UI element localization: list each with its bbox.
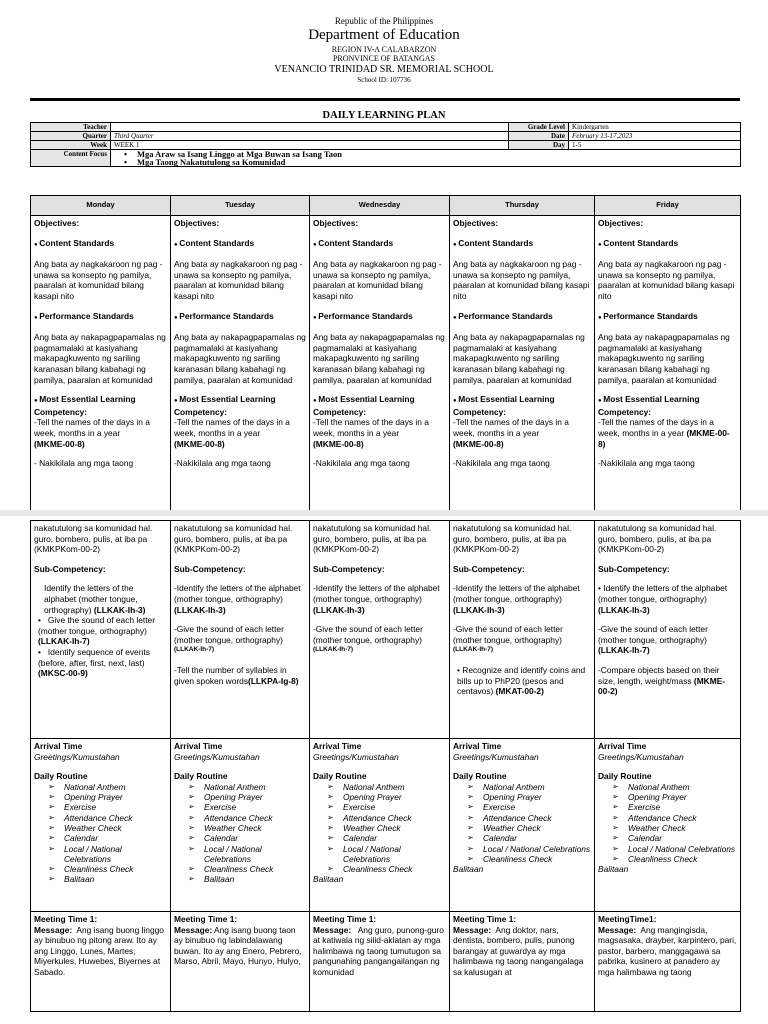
meeting-cell-thursday (450, 912, 595, 1012)
routine-list (467, 782, 591, 864)
performance-standards-text: Ang bata ay nakapagpapamalas ng pagmamalaki at kasiyahang makapagkuwento ng sariling karanasan bilang kabahagi ng pamilya, paaralan at komunidad (453, 332, 585, 385)
routine-cell-wednesday (310, 739, 450, 912)
melc-text: -Tell the names of the days in a week, months in a year (174, 417, 290, 438)
routine-item: ➢ National Anthem (327, 782, 446, 792)
melc-label: ● Most Essential Learning Competency: (313, 394, 446, 417)
routine-item: ➢ Opening Prayer (48, 792, 167, 802)
performance-standards-label: ● Performance Standards (453, 311, 591, 324)
sub-item: -Identify the letters of the alphabet (mother tongue, orthography) (453, 583, 580, 604)
sub-item: -Give the sound of each letter (mother tongue, orthography) (313, 624, 423, 645)
quarter-label: Quarter (31, 132, 111, 141)
melc-code: (MKME-00-8) (174, 438, 225, 449)
day-value: 1-5 (569, 141, 741, 150)
sub-item: Recognize and identify coins and bills up to PhP20 (pesos and centavos) (457, 664, 586, 697)
routine-item: ➢ Attendance Check (612, 813, 737, 823)
meeting-cell-friday (595, 912, 741, 1012)
kmkpkom-code: (KMKPKom-00-2) (34, 544, 101, 555)
meeting-cell-tuesday (171, 912, 310, 1012)
content-standards-text: Ang bata ay nagkakaroon ng pag - unawa sa konsepto ng pamilya, paaralan at komunidad bilang kasapi nito (453, 259, 590, 301)
routine-item: ➢ National Anthem (467, 782, 591, 792)
routine-item: ➢ Exercise (327, 802, 446, 812)
routine-item: ➢ Exercise (188, 802, 306, 812)
routine-item: ➢ Weather Check (48, 823, 167, 833)
school-id-line: School ID: 107736 (357, 76, 411, 84)
sub-code: (LLKAK-Ih-3) (313, 604, 365, 615)
melc-code: (MKME-00-8) (453, 438, 504, 449)
sub-code: (LLKPA-Ig-8) (248, 675, 299, 686)
routine-item: ➢ Exercise (48, 802, 167, 812)
sub-code: (MKAT-00-2) (495, 686, 544, 697)
sub-code: (LLKAK-Ih-3) (453, 604, 505, 615)
sub-competency-cell-thursday: nakatutulong sa komunidad hal. guro, bombero, pulis, at iba pa (KMKPKom-00-2) Sub-Competency: -Identify the letters of the alphabet (mother tongue, orthography) (LLKAK-Ih-3) -Give the sound of each letter (mother tongue, orthography) (LLKAK-Ih-7) • Recognize and identify coins and bills up to PhP20 (pesos and centavos) (MKAT-00-2) (450, 521, 595, 739)
melc-text: -Tell the names of the days in a week, months in a year (313, 417, 429, 438)
nakikilala-text: -Nakikilala ang mga taong (313, 458, 410, 469)
objectives-cell (450, 216, 595, 511)
plan-table-part-1 (30, 195, 741, 510)
sub-item: Identify sequence of events (before, after, first, next, last) (38, 646, 150, 668)
routine-item: ➢ Opening Prayer (327, 792, 446, 802)
routine-cell-tuesday (171, 739, 310, 912)
region-line: REGION IV-A CALABARZON (331, 45, 437, 54)
routine-item: ➢ Balitaan (188, 874, 306, 884)
performance-standards-label: ● Performance Standards (34, 311, 167, 324)
routine-item: ➢ Calendar (612, 833, 737, 843)
sub-code: (LLKAK-Ih-7) (598, 645, 650, 656)
objectives-cell (31, 216, 171, 511)
message-label: Message: (174, 924, 213, 935)
continued-text: nakatutulong sa komunidad hal. guro, bombero, pulis, at iba pa (598, 523, 717, 544)
sub-code: (LLKAK-Ih-3) (93, 604, 146, 615)
greetings-text: Greetings/Kumustahan (174, 751, 260, 762)
week-label: Week (31, 141, 111, 150)
routine-item: ➢ Attendance Check (188, 813, 306, 823)
sub-item: -Give the sound of each letter (mother tongue, orthography) (174, 624, 284, 645)
daily-routine-label: Daily Routine (598, 771, 652, 782)
message-label: Message: (598, 924, 637, 935)
greetings-text: Greetings/Kumustahan (34, 751, 120, 762)
day-header-thursday: Thursday (450, 196, 595, 216)
melc-code: (MKME-00-8) (598, 427, 730, 449)
performance-standards-text: Ang bata ay nakapagpapamalas ng pagmamalaki at kasiyahang makapagkuwento ng sariling karanasan bilang kabahagi ng pamilya, paaralan at komunidad (174, 332, 306, 385)
date-label: Date (509, 132, 569, 141)
performance-standards-text: Ang bata ay nakapagpapamalas ng pagmamalaki at kasiyahang makapagkuwento ng sariling karanasan bilang kabahagi ng pamilya, paaralan at komunidad (598, 332, 730, 385)
routine-item: ➢ Local / National Celebrations (327, 844, 446, 865)
sub-competency-cell-friday: nakatutulong sa komunidad hal. guro, bombero, pulis, at iba pa (KMKPKom-00-2) Sub-Competency: • Identify the letters of the alphabet (mother tongue, orthography) (LLKAK-Ih-3) -Give the sound of each letter (mother tongue, orthography) (LLKAK-Ih-7) -Compare objects based on their size, length, weight/mass (MKME-00-2) (595, 521, 741, 739)
routine-cell-monday (31, 739, 171, 912)
message-label: Message: (453, 924, 492, 935)
nakikilala-text: -Nakikilala ang mga taong (174, 458, 271, 469)
routine-item: ➢ Weather Check (188, 823, 306, 833)
sub-code: (MKME-00-2) (598, 675, 726, 697)
message-label: Message: (313, 924, 352, 935)
kmkpkom-code: (KMKPKom-00-2) (174, 544, 241, 555)
routine-item: ➢ Cleanliness Check (327, 864, 446, 874)
daily-routine-label: Daily Routine (453, 771, 507, 782)
routine-item: ➢ Exercise (612, 802, 737, 812)
routine-item: ➢ Local / National Celebrations (612, 844, 737, 854)
routine-item: ➢ Balitaan (48, 874, 167, 884)
routine-list (327, 782, 446, 875)
sub-item: Identify the letters of the alphabet (mother tongue, orthography) (44, 583, 138, 615)
message-text: Ang doktor, nars, dentista, bombero, pulis, punong barangay at guwardya ay mga halimbawa ng taong nangangalaga sa kalusugan at (453, 924, 584, 977)
sub-competency-label: Sub-Competency: (34, 563, 106, 574)
sub-item: -Give the sound of each letter (mother tongue, orthography) (598, 624, 708, 645)
objectives-label: Objectives: (174, 218, 220, 228)
routine-item: ➢ Attendance Check (467, 813, 591, 823)
focus-item: • Mga Araw sa Isang Linggo at Mga Buwan sa Isang Taon (114, 150, 737, 158)
meta-table (30, 122, 741, 167)
meeting-time-label: Meeting Time 1: (313, 914, 377, 924)
meeting-time-label: Meeting Time 1: (174, 914, 238, 924)
continued-text: nakatutulong sa komunidad hal. guro, bombero, pulis, at iba pa (313, 523, 432, 544)
sub-item: -Identify the letters of the alphabet (mother tongue, orthography) (174, 583, 301, 604)
content-standards-text: Ang bata ay nagkakaroon ng pag - unawa sa konsepto ng pamilya, paaralan at komunidad bilang kasapi nito (34, 259, 163, 301)
sub-competency-cell-wednesday (310, 521, 450, 739)
performance-standards-label: ● Performance Standards (598, 311, 737, 324)
balitaan-text: Balitaan (453, 864, 484, 875)
focus-item: • Mga Taong Nakatutulong sa Komunidad (114, 158, 737, 166)
balitaan-text: Balitaan (313, 874, 344, 885)
continued-text: nakatutulong sa komunidad hal. guro, bombero, pulis, at iba pa (174, 523, 293, 544)
content-standards-text: Ang bata ay nagkakaroon ng pag - unawa sa konsepto ng pamilya, paaralan at komunidad bilang kasapi nito (174, 259, 303, 301)
kmkpkom-code: (KMKPKom-00-2) (598, 544, 665, 555)
melc-text: -Tell the names of the days in a week, months in a year (598, 417, 714, 438)
page-1 (0, 0, 768, 510)
arrival-label: Arrival Time (453, 741, 502, 751)
day-header-monday: Monday (31, 196, 171, 216)
routine-item: ➢ Opening Prayer (612, 792, 737, 802)
routine-item: ➢ Calendar (327, 833, 446, 843)
objectives-label: Objectives: (34, 218, 80, 228)
content-standards-text: Ang bata ay nagkakaroon ng pag - unawa sa konsepto ng pamilya, paaralan at komunidad bilang kasapi nito (313, 259, 442, 301)
grade-label: Grade Level (509, 123, 569, 132)
meeting-cell-wednesday (310, 912, 450, 1012)
sub-competency-label: Sub-Competency: (313, 563, 385, 574)
routine-cell-thursday (450, 739, 595, 912)
nakikilala-text: -Nakikilala ang mga taong (598, 458, 695, 469)
content-standards-label: ● Content Standards (34, 238, 167, 251)
date-value: February 13-17,2023 (569, 132, 741, 141)
objectives-label: Objectives: (313, 218, 359, 228)
greetings-text: Greetings/Kumustahan (313, 751, 399, 762)
department-line: Department of Education (308, 27, 460, 43)
sub-competency-cell-tuesday (171, 521, 310, 739)
sub-code: (LLKAK-Ih-7) (38, 636, 90, 647)
routine-item: ➢ National Anthem (612, 782, 737, 792)
routine-cell-friday (595, 739, 741, 912)
day-label: Day (509, 141, 569, 150)
meeting-cell-monday (31, 912, 171, 1012)
day-header-tuesday: Tuesday (171, 196, 310, 216)
routine-item: ➢ Local / National Celebrations (467, 844, 591, 854)
sub-competency-label: Sub-Competency: (174, 563, 246, 574)
objectives-cell (310, 216, 450, 511)
routine-item: ➢ Calendar (467, 833, 591, 843)
routine-item: ➢ Weather Check (327, 823, 446, 833)
content-focus-value (111, 150, 741, 167)
sub-item: -Identify the letters of the alphabet (mother tongue, orthography) (313, 583, 440, 604)
routine-item: ➢ Opening Prayer (467, 792, 591, 802)
balitaan-text: Balitaan (598, 864, 629, 875)
melc-label: ● Most Essential Learning Competency: (453, 394, 591, 417)
sub-competency-label: Sub-Competency: (598, 563, 670, 574)
routine-item: ➢ Local / National Celebrations (48, 844, 167, 865)
content-focus-label: Content Focus (31, 150, 111, 167)
content-standards-label: ● Content Standards (174, 238, 306, 251)
performance-standards-text: Ang bata ay nakapagpapamalas ng pagmamalaki at kasiyahang makapagkuwento ng sariling karanasan bilang kabahagi ng pamilya, paaralan at komunidad (313, 332, 445, 385)
quarter-value: Third Quarter (111, 132, 509, 141)
routine-item: ➢ Cleanliness Check (467, 854, 591, 864)
page-2 (0, 516, 768, 1024)
grade-value: Kindergarten (569, 123, 741, 132)
routine-item: ➢ Attendance Check (48, 813, 167, 823)
teacher-value (111, 123, 509, 132)
message-text: Ang guro, punong-guro at katiwala ng silid-aklatan ay mga halimbawa ng taong tumutugon sa pangunahing pangangailangan ng komunidad (313, 924, 444, 977)
meeting-time-label: Meeting Time 1: (34, 914, 98, 924)
republic-line: Republic of the Philippines (334, 16, 434, 26)
message-text: Ang isang buong linggo ay binubuo ng pitong araw. Ito ay ang Linggo, Lunes, Martes, Miyerkules, Huwebes, Biyernes at Sabado. (34, 924, 164, 977)
daily-routine-label: Daily Routine (34, 771, 88, 782)
routine-list (612, 782, 737, 864)
teacher-label: Teacher (31, 123, 111, 132)
meeting-time-label: Meeting Time 1: (453, 914, 517, 924)
routine-list (48, 782, 167, 885)
daily-routine-label: Daily Routine (174, 771, 228, 782)
objectives-label: Objectives: (453, 218, 499, 228)
melc-label: ● Most Essential Learning Competency: (174, 394, 306, 417)
routine-item: ➢ Local / National Celebrations (188, 844, 306, 865)
routine-item: ➢ Cleanliness Check (612, 854, 737, 864)
sub-code: (LLKAK-Ih-3) (174, 604, 226, 615)
continued-text: nakatutulong sa komunidad hal. guro, bombero, pulis, at iba pa (453, 523, 572, 544)
nakikilala-text: -Nakikilala ang mga taong (453, 458, 550, 469)
nakikilala-text: - Nakikilala ang mga taong (34, 458, 134, 469)
sub-code: (LLKAK-Ih-7) (174, 646, 215, 654)
performance-standards-text: Ang bata ay nakapagpapamalas ng pagmamalaki at kasiyahang makapagkuwento ng sariling karanasan bilang kabahagi ng pamilya, paaralan at komunidad (34, 332, 166, 385)
objectives-label: Objectives: (598, 218, 644, 228)
continued-text: nakatutulong sa komunidad hal. guro, bombero, pulis, at iba pa (34, 523, 153, 544)
message-text: Ang mangingisda, magsasaka, drayber, karpintero, pari, pastor, barbero, manggagawa sa pabrika, kusinero at panadero ay mga halimbawa ng taong (598, 924, 737, 977)
routine-item: ➢ Calendar (48, 833, 167, 843)
routine-item: ➢ Cleanliness Check (48, 864, 167, 874)
sub-item: -Tell the number of syllables in given spoken words (174, 664, 287, 686)
kmkpkom-code: (KMKPKom-00-2) (313, 544, 380, 555)
content-standards-label: ● Content Standards (598, 238, 737, 251)
sub-item: -Give the sound of each letter (mother tongue, orthography) (453, 624, 563, 645)
school-line: VENANCIO TRINIDAD SR. MEMORIAL SCHOOL (274, 64, 494, 75)
routine-item: ➢ Weather Check (612, 823, 737, 833)
day-header-friday: Friday (595, 196, 741, 216)
day-header-wednesday: Wednesday (310, 196, 450, 216)
melc-code: (MKME-00-8) (34, 438, 85, 449)
content-standards-label: ● Content Standards (313, 238, 446, 251)
routine-item: ➢ Cleanliness Check (188, 864, 306, 874)
routine-list (188, 782, 306, 885)
week-value: WEEK 1 (111, 141, 509, 150)
greetings-text: Greetings/Kumustahan (453, 751, 539, 762)
arrival-label: Arrival Time (313, 741, 362, 751)
daily-routine-label: Daily Routine (313, 771, 367, 782)
sub-competency-cell-monday: nakatutulong sa komunidad hal. guro, bombero, pulis, at iba pa (KMKPKom-00-2) Sub-Competency: Identify the letters of the alphabet (mother tongue, orthography) (LLKAK-Ih-3) • Give the sound of each letter (mother tongue, orthography) (LLKAK-Ih-7) • Identify sequence of events (before, after, first, next, last) (MKSC-00-9) (31, 521, 171, 739)
message-label: Message: (34, 924, 73, 935)
sub-code: (LLKAK-Ih-7) (313, 646, 354, 654)
routine-item: ➢ Opening Prayer (188, 792, 306, 802)
greetings-text: Greetings/Kumustahan (598, 751, 684, 762)
objectives-cell (171, 216, 310, 511)
routine-item: ➢ National Anthem (188, 782, 306, 792)
objectives-cell (595, 216, 741, 511)
melc-label: ● Most Essential Learning Competency: (34, 394, 167, 417)
arrival-label: Arrival Time (174, 741, 223, 751)
province-line: PRONVINCE OF BATANGAS (332, 54, 436, 63)
routine-item: ➢ Attendance Check (327, 813, 446, 823)
kmkpkom-code: (KMKPKom-00-2) (453, 544, 520, 555)
sub-item: Identify the letters of the alphabet (mother tongue, orthography) (598, 583, 728, 604)
sub-competency-label: Sub-Competency: (453, 563, 525, 574)
sub-code: (LLKAK-Ih-3) (598, 604, 650, 615)
header-divider (30, 98, 740, 101)
routine-item: ➢ Exercise (467, 802, 591, 812)
melc-code: (MKME-00-8) (313, 438, 364, 449)
content-standards-label: ● Content Standards (453, 238, 591, 251)
sub-code: (MKSC-00-9) (38, 668, 88, 679)
plan-table-part-2 (30, 520, 741, 1012)
melc-label: ● Most Essential Learning Competency: (598, 394, 737, 417)
routine-item: ➢ Calendar (188, 833, 306, 843)
melc-text: -Tell the names of the days in a week, months in a year (34, 417, 150, 438)
sub-item: -Compare objects based on their size, length, weight/mass (598, 664, 720, 686)
message-text: Ang isang buong taon ay binubuo ng labindalawang buwan. Ito ay ang Enero, Pebrero, Marso, Abril, Mayo, Hunyo, Hulyo, (174, 924, 302, 967)
performance-standards-label: ● Performance Standards (313, 311, 446, 324)
sub-item: Give the sound of each letter (mother tongue, orthography) (38, 615, 156, 636)
arrival-label: Arrival Time (34, 741, 83, 751)
sub-code: (LLKAK-Ih-7) (453, 646, 494, 654)
arrival-label: Arrival Time (598, 741, 647, 751)
performance-standards-label: ● Performance Standards (174, 311, 306, 324)
routine-item: ➢ Weather Check (467, 823, 591, 833)
melc-text: -Tell the names of the days in a week, months in a year (453, 417, 569, 438)
content-standards-text: Ang bata ay nagkakaroon ng pag - unawa sa konsepto ng pamilya, paaralan at komunidad bilang kasapi nito (598, 259, 735, 301)
document-title: DAILY LEARNING PLAN (322, 110, 446, 121)
routine-item: ➢ National Anthem (48, 782, 167, 792)
meeting-time-label: MeetingTime1: (598, 914, 657, 924)
